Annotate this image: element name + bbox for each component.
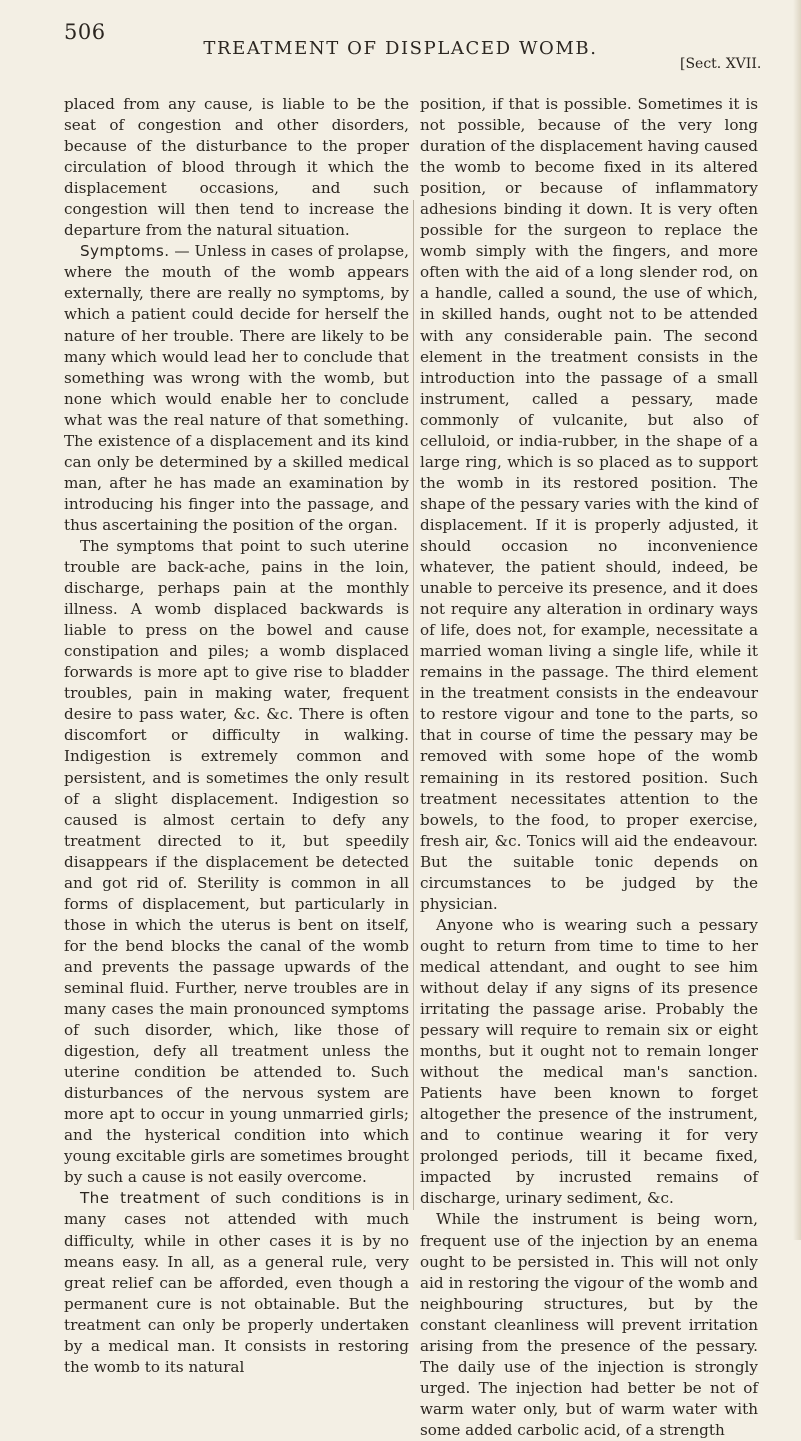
section-heading-symptoms: Symptoms. bbox=[80, 242, 170, 261]
left-column bbox=[64, 94, 409, 1378]
paragraph: position, if that is possible. Sometimes it is not possible, because of the very long duration of the displacement having caused the womb to become fixed in its altered position, or because of inflammatory adhesions binding it down. It is very often possible for the surgeon to replace the womb simply with the fingers, and more often with the aid of a long slender rod, on a handle, called a sound, the use of which, in skilled hands, ought not to be attended with any considerable pain. The second element in the treatment consists in the introduction into the passage of a small instrument, called a pessary, made commonly of vulcanite, but also of celluloid, or india-rubber, in the shape of a large ring, which is so placed as to support the womb in its restored position. The shape of the pessary varies with the kind of displacement. If it is properly adjusted, it should occasion no inconvenience whatever, the patient should, indeed, be unable to perceive its presence, and it does not require any alteration in ordinary ways of life, does not, for example, necessitate a married woman living a single life, while it remains in the passage. The third element in the treatment consists in the endeavour to restore vigour and tone to the parts, so that in course of time the pessary may be removed with some hope of the womb remaining in its restored position. Such treatment necessitates attention to the bowels, to the food, to proper exercise, fresh air, &c. Tonics will aid the endeavour. But the suitable tonic depends on circumstances to be judged by the physician. bbox=[420, 95, 758, 913]
paragraph: The symptoms that point to such uterine trouble are back-ache, pains in the loin, discharge, perhaps pain at the monthly illness. A womb displaced backwards is liable to press on the bowel and cause constipation and piles; a womb displaced forwards is more apt to give rise to bladder troubles, pain in making water, frequent desire to pass water, &c. &c. There is often discomfort or difficulty in walking. Indigestion is extremely common and persistent, and is sometimes the only result of a slight displacement. Indigestion so caused is almost certain to defy any treatment directed to it, but speedily disappears if the displacement be detected and got rid of. Sterility is common in all forms of displacement, but particularly in those in which the uterus is bent on itself, for the bend blocks the canal of the womb and prevents the passage upwards of the seminal fluid. Further, nerve troubles are in many cases the main pronounced symptoms of such disorder, which, like those of digestion, defy all treatment unless the uterine condition be attended to. Such disturbances of the nervous system are more apt to occur in young unmarried girls; and the hysterical condition into which young excitable girls are sometimes brought by such a cause is not easily overcome. bbox=[64, 536, 409, 1187]
paragraph bbox=[64, 1188, 409, 1377]
right-column bbox=[420, 94, 758, 1441]
section-label: [Sect. XVII. bbox=[680, 56, 762, 72]
page-edge bbox=[793, 0, 801, 1240]
paragraph: While the instrument is being worn, frequent use of the injection by an enema ought to be persisted in. This will not only aid in restoring the vigour of the womb and neighbouring structures, but by the constant cleanliness will prevent irritation arising from the presence of the pessary. The daily use of the injection is strongly urged. The injection had better be not of warm water only, but of warm water with some added carbolic acid, of a strength bbox=[420, 1210, 758, 1439]
paragraph-text: of such conditions is in many cases not attended with much difficulty, while in other cases it is by no means easy. In all, as a general rule, very great relief can be afforded, even though a permanent cure is not obtainable. But the treatment can only be properly undertaken by a medical man. It consists in restoring the womb to its natural bbox=[64, 1189, 410, 1376]
column-divider bbox=[413, 200, 414, 1210]
section-heading-treatment: The treatment bbox=[80, 1189, 200, 1208]
paragraph: placed from any cause, is liable to be the seat of congestion and other disorders, because of the disturbance to the proper circulation of blood through it which the displacement occasions, and such congestion will then tend to increase the departure from the natural situation. bbox=[64, 95, 409, 240]
paragraph: Anyone who is wearing such a pessary ought to return from time to time to her medical attendant, and ought to see him without delay if any signs of its presence irritating the passage arise. Probably the pessary will require to remain six or eight months, but it ought not to remain longer without the medical man's sanction. Patients have been known to forget altogether the presence of the instrument, and to continue wearing it for very prolonged periods, till it became fixed, impacted by incrusted remains of discharge, urinary sediment, &c. bbox=[420, 915, 758, 1208]
paragraph-text: — Unless in cases of prolapse, where the mouth of the womb appears externally, there are really no symptoms, by which a patient could decide for herself the nature of her trouble. There are likely to be many which would lead her to conclude that something was wrong with the womb, but none which would enable her to conclude what was the real nature of that something. The existence of a displacement and its kind can only be determined by a skilled medical man, after he has made an examination by introducing his finger into the passage, and thus ascertaining the position of the organ. bbox=[64, 242, 409, 534]
page-number: 506 bbox=[64, 20, 106, 44]
running-title: TREATMENT OF DISPLACED WOMB. bbox=[203, 38, 598, 59]
paragraph bbox=[64, 241, 409, 536]
